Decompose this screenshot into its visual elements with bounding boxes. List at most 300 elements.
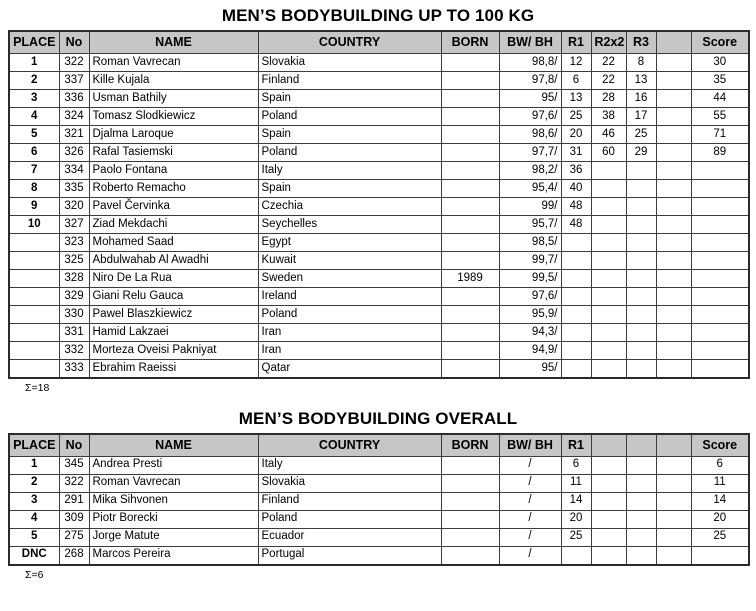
cell-r1: 6 [561,72,591,90]
cell-place: 1 [9,54,59,72]
cell-r2x2 [591,234,626,252]
cell-r1 [561,252,591,270]
cell-r2x2: 46 [591,126,626,144]
col-header-country: COUNTRY [258,31,441,54]
cell-bwbh: / [499,492,561,510]
cell-country: Kuwait [258,252,441,270]
cell-name: Morteza Oveisi Pakniyat [89,342,258,360]
col-header-name: NAME [89,434,258,457]
cell-born [441,342,499,360]
cell-score: 71 [691,126,749,144]
cell-r1 [561,360,591,379]
cell-country: Spain [258,90,441,108]
col-header-place: PLACE [9,31,59,54]
cell-r1 [561,288,591,306]
cell-place: 5 [9,126,59,144]
table-row [9,54,749,72]
cell-place: 3 [9,90,59,108]
cell-score: 89 [691,144,749,162]
cell-born [441,90,499,108]
cell-place: 4 [9,510,59,528]
cell-born [441,492,499,510]
cell-name: Djalma Laroque [89,126,258,144]
cell-name: Roman Vavrecan [89,54,258,72]
cell-score [691,180,749,198]
cell-name: Tomasz Slodkiewicz [89,108,258,126]
cell-r2x2: 22 [591,54,626,72]
cell-born [441,474,499,492]
cell-r2x2 [591,270,626,288]
col-header-blank [656,31,691,54]
cell-score: 30 [691,54,749,72]
cell-r1: 48 [561,216,591,234]
cell-r2x2 [591,474,626,492]
col-header-r1: R1 [561,31,591,54]
cell-r2x2 [591,360,626,379]
table-body-2 [9,456,749,565]
cell-no: 309 [59,510,89,528]
cell-r2x2 [591,252,626,270]
cell-score [691,306,749,324]
cell-r2x2: 28 [591,90,626,108]
table-body-1 [9,54,749,379]
cell-place: 9 [9,198,59,216]
col-header-score: Score [691,434,749,457]
cell-blank [656,162,691,180]
cell-blank [656,546,691,565]
cell-score [691,162,749,180]
cell-country: Finland [258,492,441,510]
cell-r3 [626,252,656,270]
cell-place: 6 [9,144,59,162]
cell-no: 329 [59,288,89,306]
cell-score [691,198,749,216]
cell-r3 [626,546,656,565]
cell-r2x2 [591,456,626,474]
cell-place: 5 [9,528,59,546]
cell-no: 325 [59,252,89,270]
cell-bwbh: 94,3/ [499,324,561,342]
cell-score: 55 [691,108,749,126]
cell-blank [656,474,691,492]
cell-r3 [626,492,656,510]
cell-r1: 12 [561,54,591,72]
cell-r2x2 [591,324,626,342]
cell-place: 4 [9,108,59,126]
cell-country: Iran [258,324,441,342]
cell-r1: 14 [561,492,591,510]
cell-name: Ziad Mekdachi [89,216,258,234]
cell-r2x2 [591,528,626,546]
cell-r3: 25 [626,126,656,144]
table-row [9,234,749,252]
cell-bwbh: 95,9/ [499,306,561,324]
cell-bwbh: / [499,474,561,492]
cell-blank [656,252,691,270]
cell-born [441,528,499,546]
cell-born: 1989 [441,270,499,288]
cell-country: Italy [258,456,441,474]
cell-country: Poland [258,510,441,528]
cell-place [9,288,59,306]
cell-score [691,288,749,306]
cell-country: Slovakia [258,54,441,72]
cell-bwbh: 98,5/ [499,234,561,252]
col-header-born: BORN [441,434,499,457]
table-row [9,270,749,288]
cell-name: Usman Bathily [89,90,258,108]
cell-place [9,306,59,324]
cell-name: Marcos Pereira [89,546,258,565]
cell-no: 321 [59,126,89,144]
cell-r2x2 [591,180,626,198]
table-row [9,252,749,270]
cell-no: 330 [59,306,89,324]
cell-born [441,234,499,252]
col-header-born: BORN [441,31,499,54]
cell-score: 11 [691,474,749,492]
cell-born [441,252,499,270]
col-header-no: No [59,434,89,457]
cell-r2x2 [591,162,626,180]
cell-score: 6 [691,456,749,474]
cell-no: 322 [59,474,89,492]
cell-name: Mika Sihvonen [89,492,258,510]
cell-place: 2 [9,72,59,90]
cell-country: Poland [258,144,441,162]
cell-blank [656,144,691,162]
cell-score [691,324,749,342]
cell-r3 [626,198,656,216]
cell-bwbh: 97,6/ [499,288,561,306]
cell-score: 20 [691,510,749,528]
cell-name: Roberto Remacho [89,180,258,198]
cell-born [441,510,499,528]
cell-r3 [626,474,656,492]
cell-blank [656,492,691,510]
col-header-r3: R3 [626,31,656,54]
cell-score [691,252,749,270]
cell-bwbh: 98,8/ [499,54,561,72]
cell-bwbh: / [499,510,561,528]
cell-bwbh: 95/ [499,360,561,379]
cell-country: Iran [258,342,441,360]
cell-r2x2 [591,492,626,510]
cell-r3 [626,324,656,342]
cell-r1: 20 [561,126,591,144]
col-header-r2x2: R2x2 [591,31,626,54]
cell-blank [656,528,691,546]
cell-country: Poland [258,306,441,324]
cell-bwbh: 97,6/ [499,108,561,126]
cell-name: Mohamed Saad [89,234,258,252]
cell-born [441,54,499,72]
cell-name: Andrea Presti [89,456,258,474]
cell-no: 291 [59,492,89,510]
cell-r1 [561,342,591,360]
cell-score [691,270,749,288]
table-row [9,198,749,216]
cell-place: DNC [9,546,59,565]
cell-no: 335 [59,180,89,198]
cell-born [441,108,499,126]
table-row [9,342,749,360]
cell-born [441,456,499,474]
cell-no: 275 [59,528,89,546]
cell-name: Roman Vavrecan [89,474,258,492]
cell-r3 [626,288,656,306]
cell-blank [656,216,691,234]
cell-no: 332 [59,342,89,360]
cell-blank [656,198,691,216]
cell-r3 [626,306,656,324]
cell-r1: 25 [561,528,591,546]
cell-r3: 8 [626,54,656,72]
page-title-1: MEN’S BODYBUILDING UP TO 100 KG [221,6,535,25]
cell-r1: 20 [561,510,591,528]
col-header-name: NAME [89,31,258,54]
cell-country: Finland [258,72,441,90]
cell-name: Paolo Fontana [89,162,258,180]
cell-blank [656,180,691,198]
table-row [9,546,749,565]
cell-no: 327 [59,216,89,234]
cell-name: Giani Relu Gauca [89,288,258,306]
cell-r1 [561,270,591,288]
cell-place: 3 [9,492,59,510]
cell-r2x2: 22 [591,72,626,90]
cell-name: Ebrahim Raeissi [89,360,258,379]
cell-place: 1 [9,456,59,474]
cell-no: 336 [59,90,89,108]
cell-blank [656,456,691,474]
table-row [9,162,749,180]
table-row [9,216,749,234]
cell-place: 7 [9,162,59,180]
table-row [9,474,749,492]
cell-born [441,306,499,324]
cell-r1: 40 [561,180,591,198]
cell-name: Rafal Tasiemski [89,144,258,162]
section-overall [0,403,756,581]
cell-r3 [626,234,656,252]
table-row [9,108,749,126]
cell-r3: 13 [626,72,656,90]
cell-place [9,324,59,342]
cell-score [691,546,749,565]
results-table-2 [8,433,750,566]
cell-born [441,546,499,565]
cell-no: 326 [59,144,89,162]
table-header-1 [9,31,749,54]
col-header-no: No [59,31,89,54]
cell-country: Spain [258,180,441,198]
cell-bwbh: 98,2/ [499,162,561,180]
cell-r3 [626,456,656,474]
cell-name: Pavel Červinka [89,198,258,216]
cell-no: 345 [59,456,89,474]
cell-r3 [626,180,656,198]
cell-no: 320 [59,198,89,216]
cell-r2x2 [591,288,626,306]
cell-r3: 16 [626,90,656,108]
cell-country: Ireland [258,288,441,306]
table-row [9,144,749,162]
col-header-bwbh: BW/ BH [499,31,561,54]
cell-no: 268 [59,546,89,565]
section-spacer [0,394,756,403]
cell-r3 [626,528,656,546]
col-header-blank [656,434,691,457]
cell-bwbh: 95/ [499,90,561,108]
cell-blank [656,234,691,252]
cell-no: 333 [59,360,89,379]
cell-name: Kille Kujala [89,72,258,90]
table-row [9,90,749,108]
cell-blank [656,54,691,72]
cell-country: Seychelles [258,216,441,234]
header-row [9,434,749,457]
cell-bwbh: 95,4/ [499,180,561,198]
cell-bwbh: / [499,456,561,474]
cell-no: 324 [59,108,89,126]
col-header-place: PLACE [9,434,59,457]
cell-name: Abdulwahab Al Awadhi [89,252,258,270]
cell-r1: 13 [561,90,591,108]
table-row [9,180,749,198]
total-count-1: Σ=18 [25,382,50,394]
cell-born [441,126,499,144]
cell-r3: 17 [626,108,656,126]
cell-place [9,270,59,288]
cell-score [691,234,749,252]
cell-place [9,252,59,270]
cell-place [9,234,59,252]
cell-bwbh: 95,7/ [499,216,561,234]
cell-born [441,144,499,162]
cell-r3 [626,342,656,360]
cell-country: Egypt [258,234,441,252]
cell-blank [656,108,691,126]
table-row [9,72,749,90]
page-title-2: MEN’S BODYBUILDING OVERALL [238,408,518,428]
table-row [9,360,749,379]
cell-r1 [561,234,591,252]
cell-score [691,360,749,379]
cell-country: Portugal [258,546,441,565]
cell-r2x2 [591,306,626,324]
cell-r2x2 [591,510,626,528]
cell-name: Niro De La Rua [89,270,258,288]
cell-name: Pawel Blaszkiewicz [89,306,258,324]
cell-r1: 11 [561,474,591,492]
cell-bwbh: 97,7/ [499,144,561,162]
table-row [9,126,749,144]
cell-country: Slovakia [258,474,441,492]
cell-blank [656,342,691,360]
col-header-r2x2 [591,434,626,457]
cell-blank [656,324,691,342]
cell-place: 2 [9,474,59,492]
table-row [9,456,749,474]
cell-country: Czechia [258,198,441,216]
results-table-1 [8,30,750,379]
cell-no: 322 [59,54,89,72]
cell-r3 [626,216,656,234]
cell-blank [656,360,691,379]
cell-r1: 25 [561,108,591,126]
cell-r1 [561,546,591,565]
cell-blank [656,270,691,288]
table-row [9,528,749,546]
col-header-score: Score [691,31,749,54]
cell-blank [656,90,691,108]
cell-name: Hamid Lakzaei [89,324,258,342]
cell-score [691,342,749,360]
table-row [9,288,749,306]
cell-country: Sweden [258,270,441,288]
cell-born [441,180,499,198]
cell-blank [656,510,691,528]
cell-name: Piotr Borecki [89,510,258,528]
cell-born [441,324,499,342]
cell-bwbh: 97,8/ [499,72,561,90]
cell-born [441,198,499,216]
cell-bwbh: 94,9/ [499,342,561,360]
cell-r2x2 [591,198,626,216]
cell-no: 334 [59,162,89,180]
cell-r3 [626,360,656,379]
cell-blank [656,72,691,90]
table-row [9,510,749,528]
cell-no: 331 [59,324,89,342]
cell-r1 [561,324,591,342]
cell-born [441,162,499,180]
cell-r1: 31 [561,144,591,162]
cell-country: Poland [258,108,441,126]
table-row [9,324,749,342]
cell-country: Qatar [258,360,441,379]
cell-country: Ecuador [258,528,441,546]
cell-bwbh: 99,5/ [499,270,561,288]
cell-r2x2 [591,216,626,234]
cell-bwbh: 99,7/ [499,252,561,270]
cell-r3 [626,162,656,180]
cell-r1: 6 [561,456,591,474]
cell-score [691,216,749,234]
cell-r2x2 [591,546,626,565]
cell-no: 328 [59,270,89,288]
cell-place [9,360,59,379]
cell-r1: 36 [561,162,591,180]
header-row [9,31,749,54]
cell-r3: 29 [626,144,656,162]
cell-r1: 48 [561,198,591,216]
cell-no: 337 [59,72,89,90]
col-header-country: COUNTRY [258,434,441,457]
cell-r2x2: 60 [591,144,626,162]
table-row [9,492,749,510]
cell-bwbh: / [499,528,561,546]
cell-blank [656,306,691,324]
cell-r3 [626,510,656,528]
cell-bwbh: / [499,546,561,565]
cell-born [441,288,499,306]
cell-name: Jorge Matute [89,528,258,546]
cell-born [441,216,499,234]
cell-country: Italy [258,162,441,180]
cell-born [441,72,499,90]
